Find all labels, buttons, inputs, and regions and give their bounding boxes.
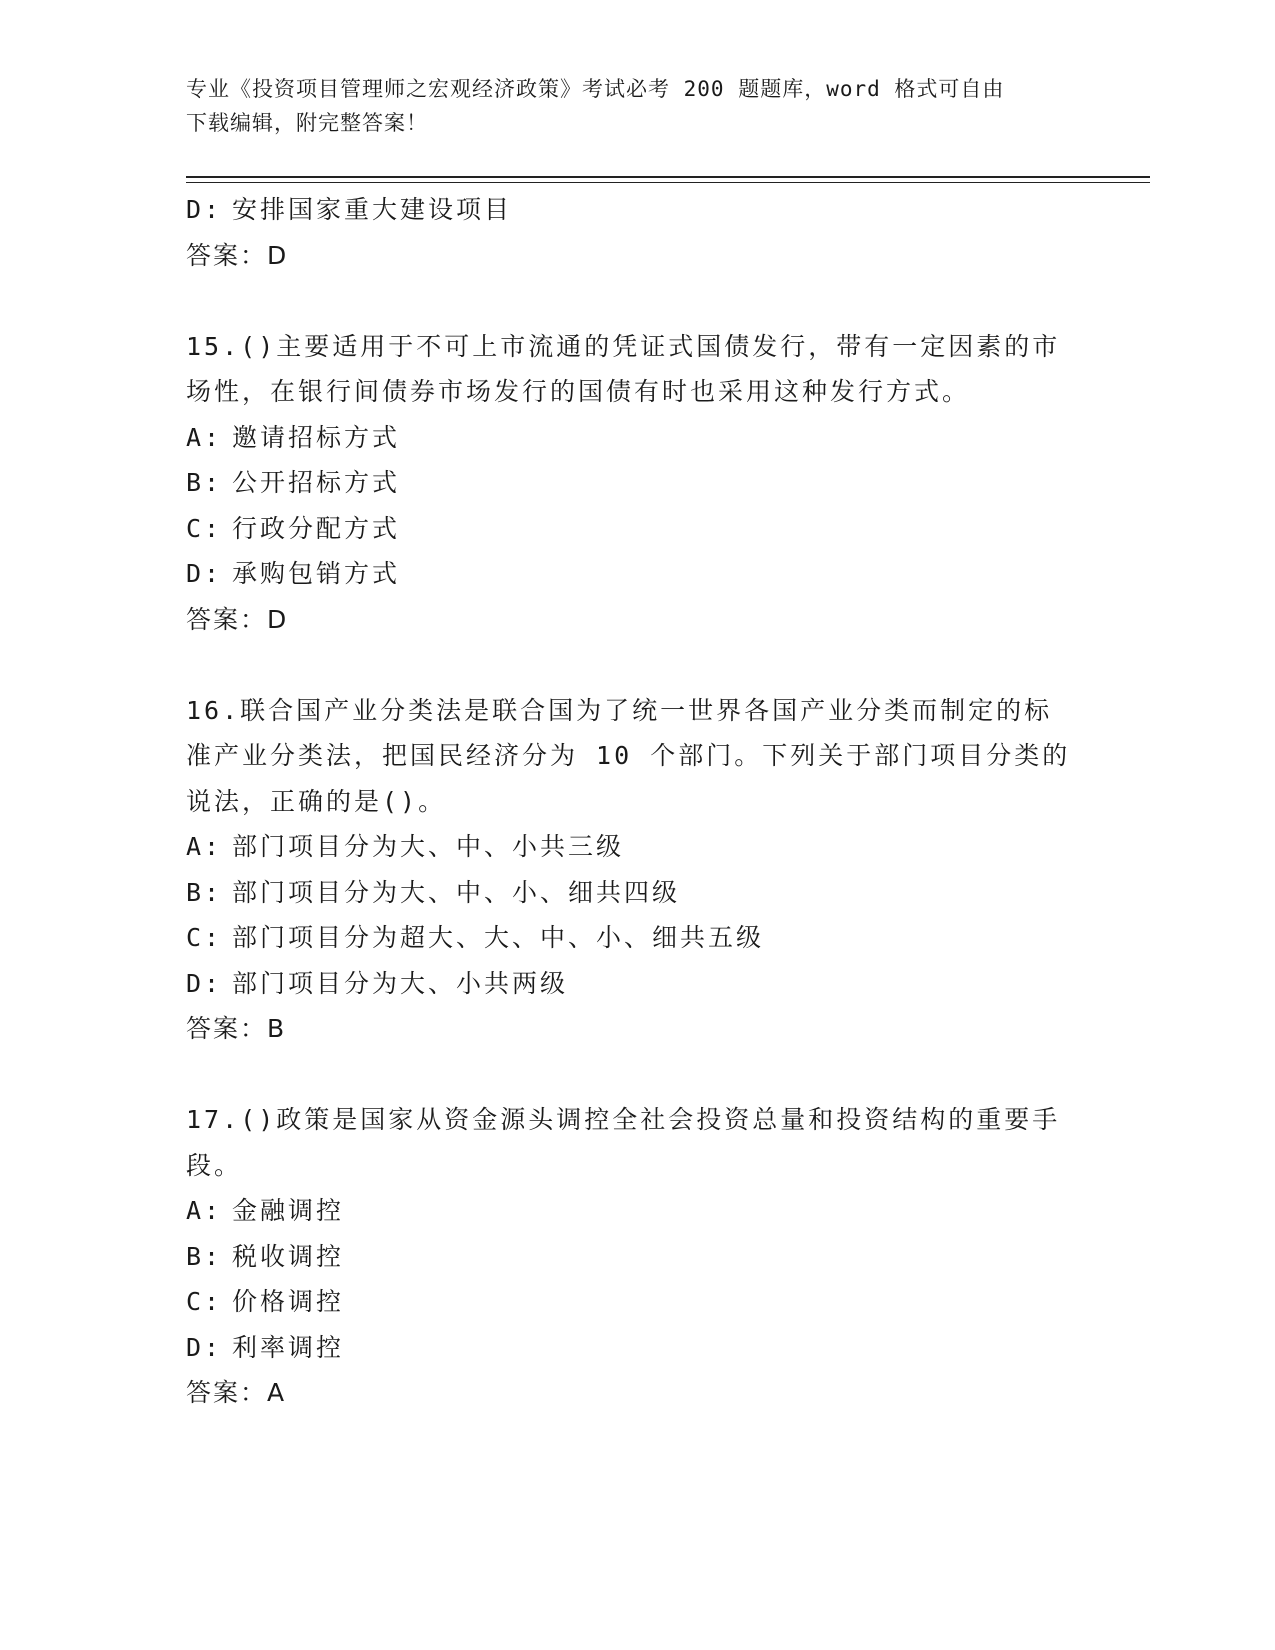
option-item	[186, 187, 1086, 233]
question-stem-line: 段。	[186, 1150, 243, 1180]
option-item	[186, 870, 1086, 916]
option-text: 价格调控	[232, 1287, 345, 1316]
option-key: A:	[186, 1196, 223, 1225]
question-stem-line: 场性，在银行间债券市场发行的国债有时也采用这种发行方式。	[186, 377, 971, 406]
option-text: 邀请招标方式	[232, 422, 401, 452]
option-key: A:	[186, 832, 223, 861]
option-item	[186, 1279, 1086, 1325]
option-text: 利率调控	[232, 1332, 345, 1362]
option-item	[186, 961, 1086, 1007]
option-key: D:	[186, 1332, 223, 1362]
option-item	[186, 1234, 1086, 1280]
option-key: D:	[186, 195, 223, 224]
question-stem-line: 说法，正确的是()。	[186, 786, 447, 816]
option-item	[186, 460, 1086, 506]
option-text: 税收调控	[232, 1241, 345, 1271]
option-text: 金融调控	[232, 1196, 345, 1225]
option-key: C:	[186, 513, 223, 543]
option-key: C:	[186, 923, 223, 952]
option-item	[186, 1188, 1086, 1234]
option-item	[186, 1325, 1086, 1371]
question-stem-line: 准产业分类法，把国民经济分为 10 个部门。下列关于部门项目分类的	[186, 741, 1071, 770]
question-stem-line: 17.()政策是国家从资金源头调控全社会投资总量和投资结构的重要手	[186, 1105, 1061, 1134]
header-rule-thick	[186, 176, 1150, 178]
option-text: 部门项目分为大、中、小、细共四级	[232, 877, 681, 907]
header-rule-thin	[186, 182, 1150, 183]
header-line-1: 专业《投资项目管理师之宏观经济政策》考试必考 200 题题库，word 格式可自由	[186, 77, 1005, 101]
question-stem-line: 15.()主要适用于不可上市流通的凭证式国债发行，带有一定因素的市	[186, 331, 1061, 361]
option-item	[186, 506, 1086, 552]
option-key: B:	[186, 1241, 223, 1271]
option-item	[186, 824, 1086, 870]
option-text: 部门项目分为大、小共两级	[232, 968, 569, 998]
option-key: D:	[186, 559, 223, 588]
answer-line: 答案：D	[186, 240, 289, 270]
option-item	[186, 415, 1086, 461]
option-text: 部门项目分为超大、大、中、小、细共五级	[232, 923, 765, 952]
option-text: 部门项目分为大、中、小共三级	[232, 832, 625, 861]
option-key: A:	[186, 422, 223, 452]
option-key: B:	[186, 468, 223, 497]
header-line-2: 下载编辑，附完整答案！	[186, 111, 428, 135]
question-block	[186, 324, 1086, 643]
option-text: 公开招标方式	[232, 468, 401, 497]
option-item	[186, 551, 1086, 597]
answer-line: 答案：D	[186, 604, 289, 634]
option-text: 承购包销方式	[232, 559, 401, 588]
answer-line: 答案：B	[186, 1014, 287, 1043]
question-block	[186, 688, 1086, 1052]
answer-line: 答案：A	[186, 1378, 287, 1407]
option-item	[186, 915, 1086, 961]
question-content	[186, 187, 1086, 1416]
question-stem-line: 16.联合国产业分类法是联合国为了统一世界各国产业分类而制定的标	[186, 695, 1053, 725]
question-block	[186, 1097, 1086, 1416]
option-key: D:	[186, 968, 223, 998]
option-text: 安排国家重大建设项目	[232, 195, 513, 224]
option-key: B:	[186, 877, 223, 907]
option-text: 行政分配方式	[232, 513, 401, 543]
document-header	[186, 72, 1066, 140]
option-key: C:	[186, 1287, 223, 1316]
